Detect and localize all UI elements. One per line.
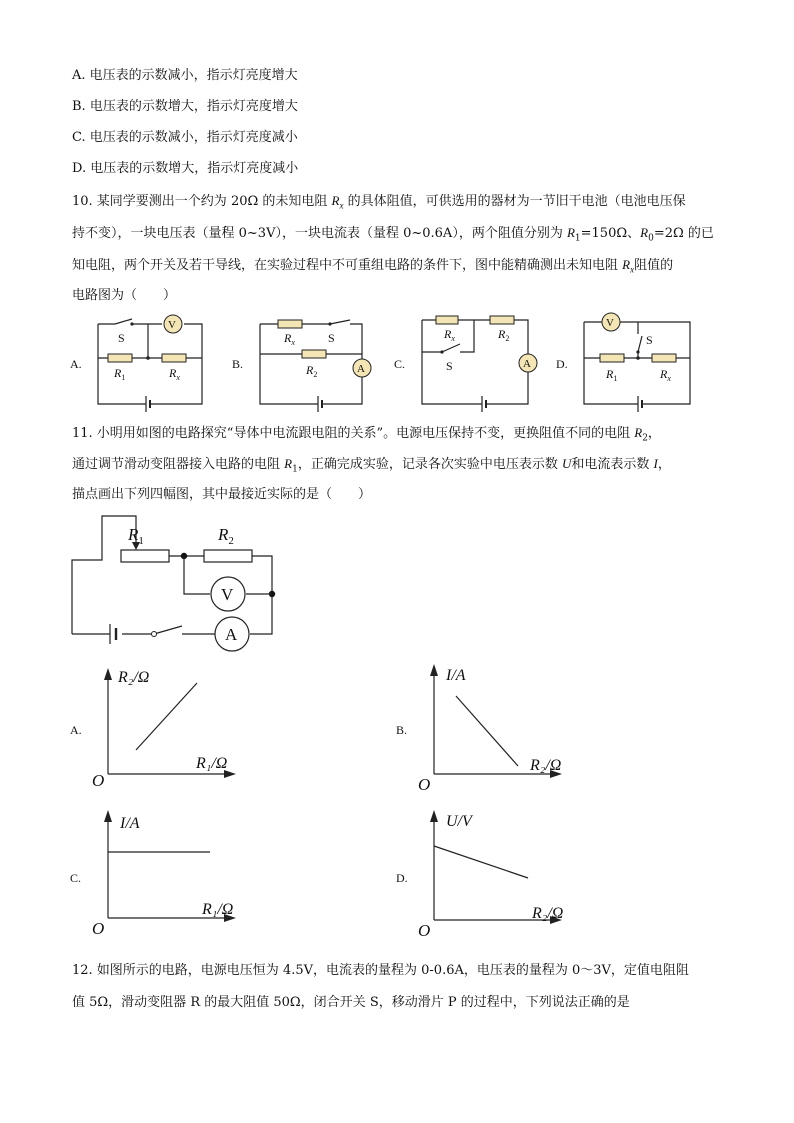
svg-text:U/V: U/V: [446, 813, 472, 830]
svg-text:B.: B.: [396, 723, 408, 737]
q11-graph-b: [396, 660, 586, 794]
svg-text:V: V: [606, 317, 614, 329]
svg-text:R₂/Ω: R₂/Ω: [532, 905, 564, 922]
svg-text:R₁/Ω: R₁/Ω: [196, 755, 228, 772]
svg-text:S: S: [328, 331, 335, 345]
svg-text:A: A: [523, 358, 531, 370]
svg-text:S: S: [446, 359, 453, 373]
svg-text:R1: $R_1$: [114, 366, 126, 382]
svg-text:I/A: I/A: [446, 667, 466, 684]
svg-text:V: V: [221, 585, 234, 604]
svg-text:S: S: [646, 333, 653, 347]
q11-line-1: 11. 小明用如图的电路探究“导体中电流跟电阻的关系”。电源电压保持不变，更换阻值不同的电阻 $R_2$，: [72, 425, 661, 444]
q9-option-b: B. 电压表的示数增大，指示灯亮度增大: [72, 99, 298, 114]
q11-line-3: 描点画出下列四幅图，其中最接近实际的是（ ）: [72, 487, 372, 502]
q10-line-4: 电路图为（ ）: [72, 288, 177, 303]
svg-text:A: A: [225, 625, 238, 644]
svg-text:A.: A.: [70, 357, 82, 371]
q9-option-c: C. 电压表的示数减小，指示灯亮度减小: [72, 130, 298, 145]
svg-text:R2: $R_2$: [306, 363, 318, 379]
svg-text:R2: $R_2$: [498, 327, 510, 343]
svg-text:R₁/Ω: R₁/Ω: [202, 901, 234, 918]
q11-graph-c: [70, 808, 260, 938]
q11-circuit: [70, 512, 290, 657]
svg-text:C.: C.: [70, 871, 82, 885]
svg-text:R2: $R_2$: [218, 525, 234, 547]
svg-text:S: S: [118, 331, 125, 345]
q12-line-2: 值 5Ω，滑动变阻器 R 的最大阻值 50Ω，闭合开关 S，移动滑片 P 的过程中，下列说法正确的是: [72, 995, 630, 1010]
svg-text:Rx: $R_x$: [284, 331, 295, 347]
q9-option-a: A. 电压表的示数减小，指示灯亮度增大: [72, 68, 298, 83]
q11-line-2: 通过调节滑动变阻器接入电路的电阻 $R_1$，正确完成实验，记录各次实验中电压表示数 U和电流表示数 I，: [72, 456, 671, 475]
q12-line-1: 12. 如图所示的电路，电源电压恒为 4.5V，电流表的量程为 0-0.6A，电压表的量程为 0～3V，定值电阻阻: [72, 963, 689, 978]
q9-option-d: D. 电压表的示数增大，指示灯亮度减小: [72, 161, 299, 176]
svg-text:D.: D.: [396, 871, 408, 885]
svg-text:O: O: [418, 775, 431, 794]
svg-text:R1: $R_1$: [128, 525, 144, 547]
svg-text:R1: $R_1$: [606, 367, 618, 383]
svg-text:Rx: $R_x$: [444, 327, 455, 343]
svg-text:A: A: [357, 363, 365, 375]
svg-text:R₂/Ω: R₂/Ω: [118, 669, 150, 686]
svg-text:O: O: [418, 921, 431, 940]
svg-text:O: O: [92, 771, 105, 790]
svg-text:A.: A.: [70, 723, 82, 737]
q10-circuit-c: [394, 308, 544, 412]
q11-graph-a: [70, 664, 260, 794]
q10-line-2: 持不变），一块电压表（量程 0~3V），一块电流表（量程 0~0.6A），两个阻值分别为 $R_1=150\Omega$、$R_0=2\Omega$ 的已: [72, 225, 714, 244]
svg-text:Rx: $R_x$: [660, 367, 671, 383]
svg-text:D.: D.: [556, 357, 568, 371]
q11-graph-d: [396, 806, 586, 940]
svg-text:V: V: [168, 319, 176, 331]
svg-text:B.: B.: [232, 357, 244, 371]
svg-text:O: O: [92, 919, 105, 938]
q10-line-3: 知电阻，两个开关及若干导线，在实验过程中不可重组电路的条件下，图中能精确测出未知电阻 $R_x$阻值的: [72, 257, 674, 275]
svg-text:R₂/Ω: R₂/Ω: [530, 757, 562, 774]
svg-text:Rx: $R_x$: [169, 366, 180, 382]
q10-circuit-b: [232, 312, 372, 412]
q10-circuit-d: [556, 308, 696, 412]
q10-line-1: 10. 某同学要测出一个约为 20Ω 的未知电阻 $R_x$ 的具体阻值，可供选用的器材为一节旧干电池（电池电压保: [72, 193, 686, 211]
q10-circuit-a: [70, 312, 210, 412]
svg-text:I/A: I/A: [120, 815, 140, 832]
svg-text:C.: C.: [394, 357, 406, 371]
